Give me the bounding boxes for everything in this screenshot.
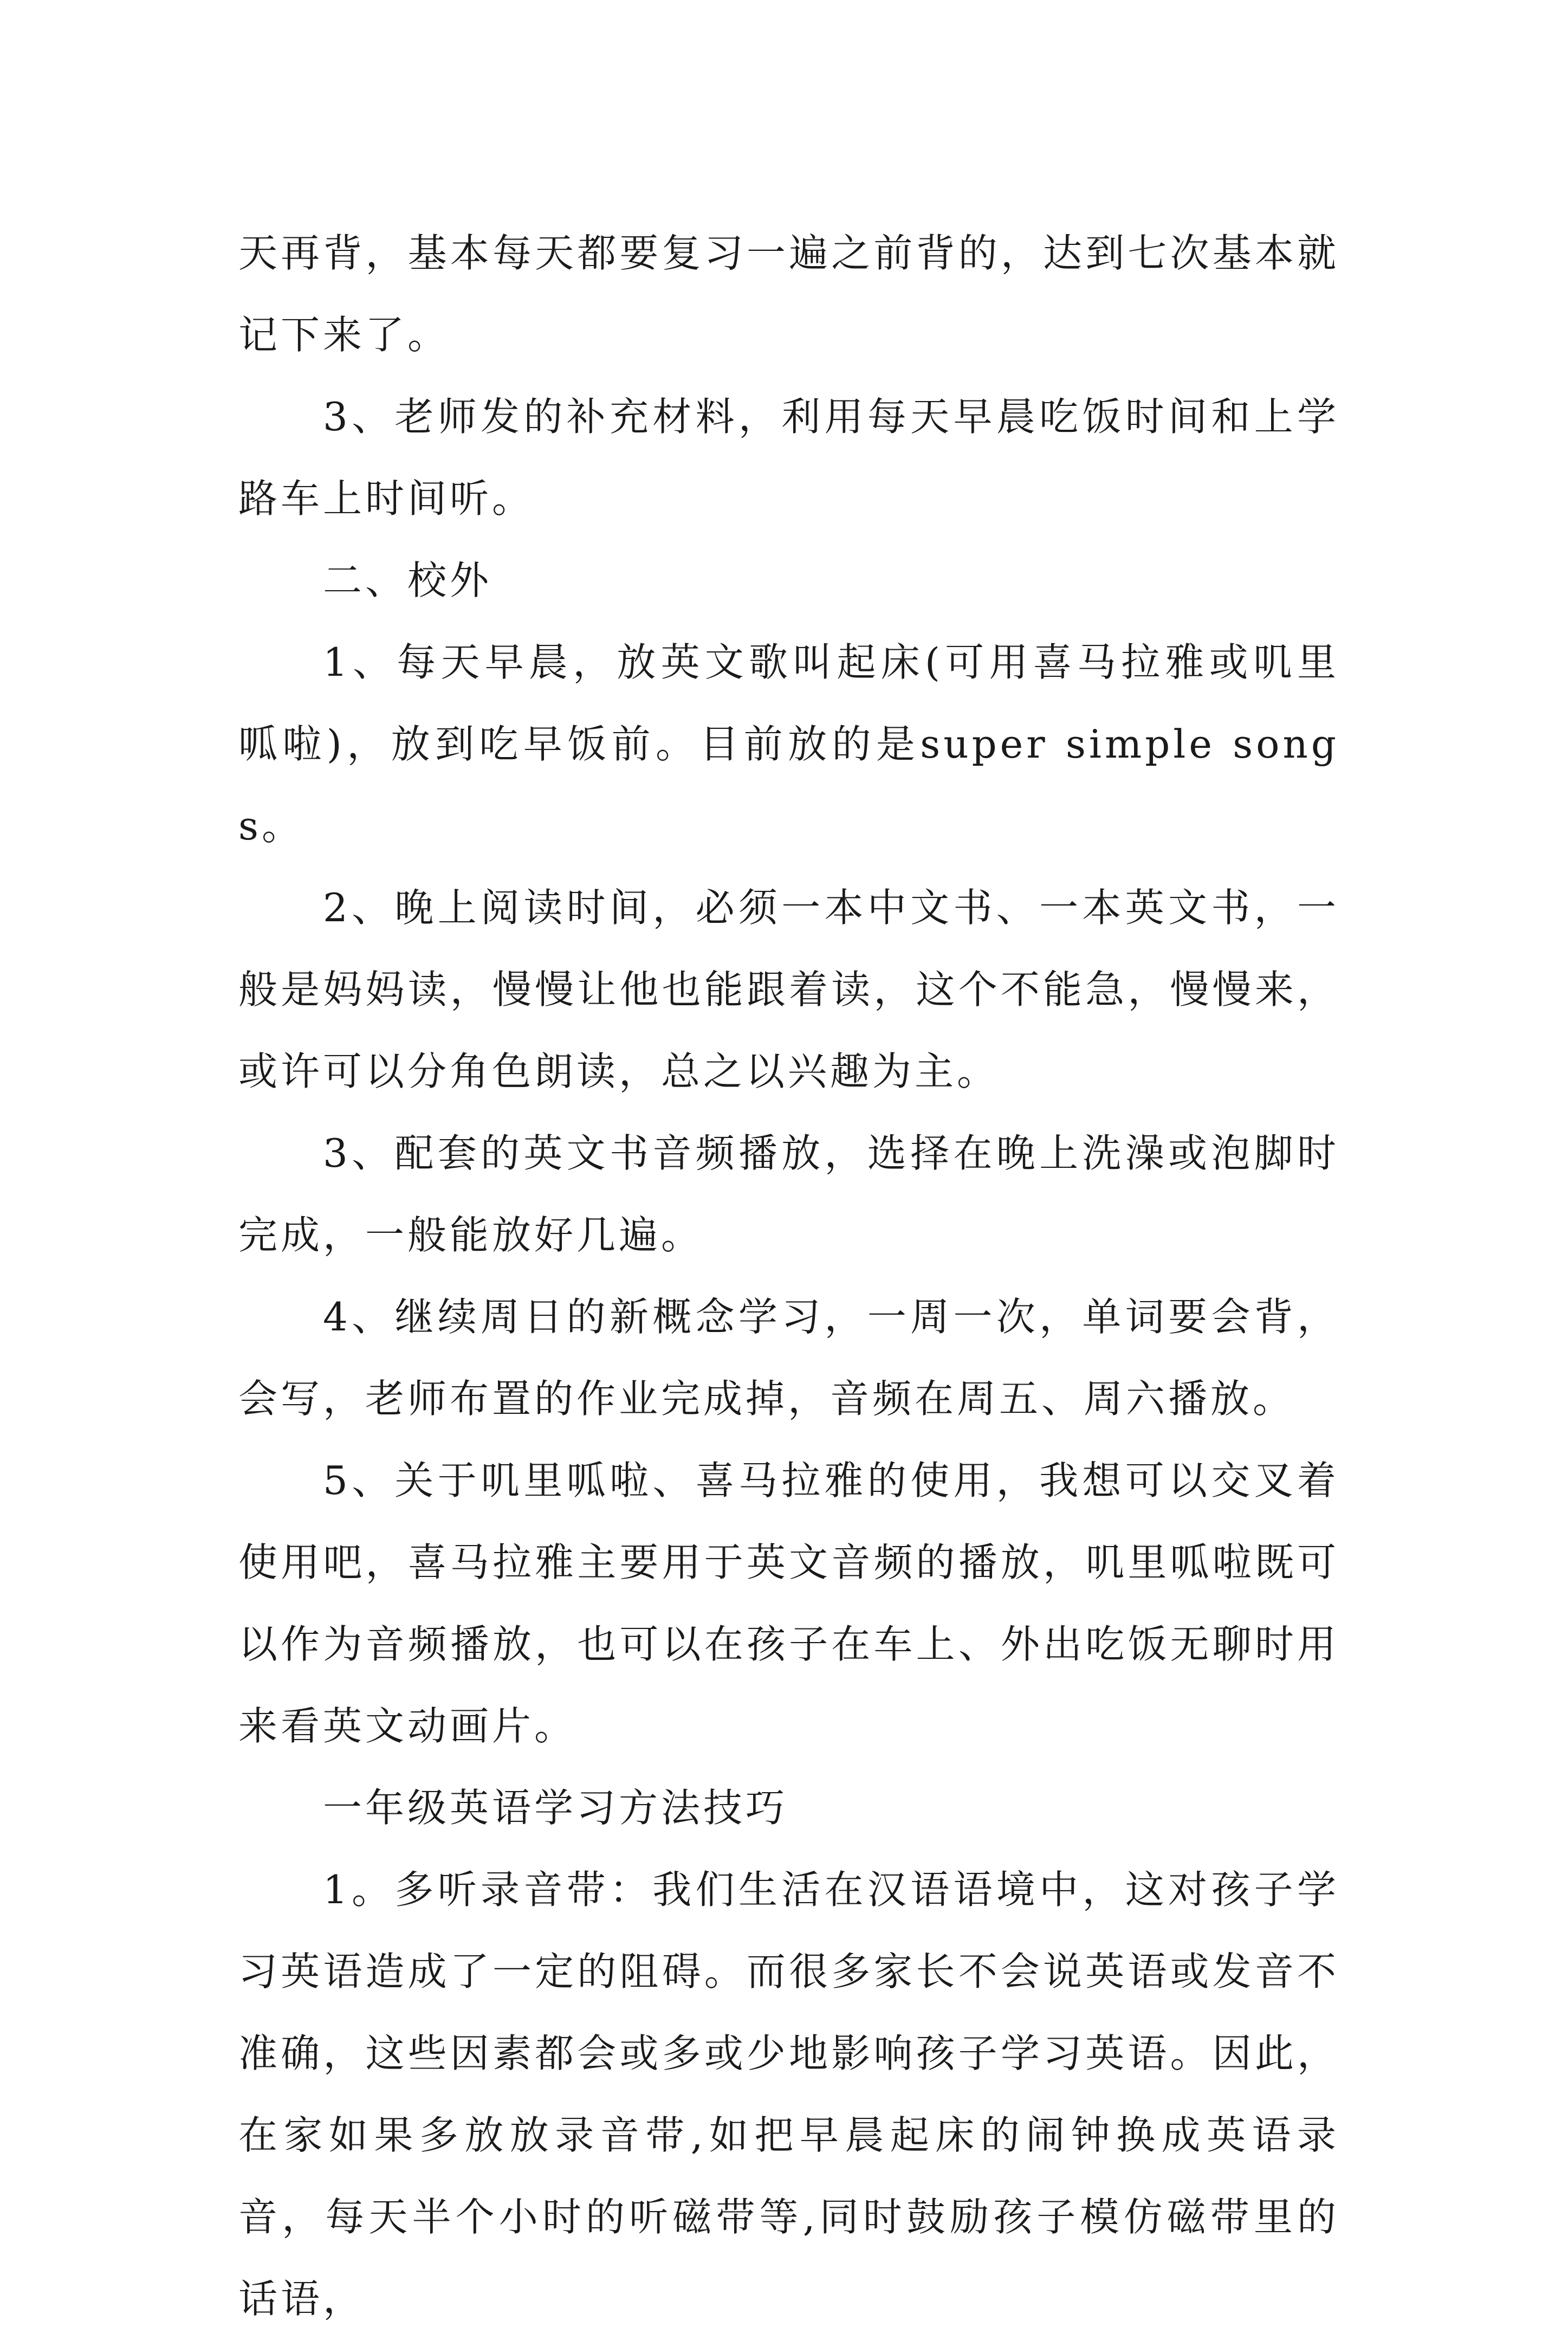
document-body (238, 212, 1339, 2340)
paragraph-outside-item-5: 5、关于叽里呱啦、喜马拉雅的使用，我想可以交叉着使用吧，喜马拉雅主要用于英文音频的播放，叽里呱啦既可以作为音频播放，也可以在孩子在车上、外出吃饭无聊时用来看英文动画片。 (238, 1458, 1339, 1749)
section-heading-methods: 一年级英语学习方法技巧 (323, 1785, 788, 1831)
paragraph-outside-item-1: 1、每天早晨，放英文歌叫起床(可用喜马拉雅或叽里呱啦)，放到吃早饭前。目前放的是super simple songs。 (238, 639, 1339, 849)
paragraph-outside-item-4: 4、继续周日的新概念学习，一周一次，单词要会背，会写，老师布置的作业完成掉，音频在周五、周六播放。 (238, 1294, 1339, 1421)
paragraph-outside-item-2: 2、晚上阅读时间，必须一本中文书、一本英文书，一般是妈妈读，慢慢让他也能跟着读，这个不能急，慢慢来，或许可以分角色朗读，总之以兴趣为主。 (238, 885, 1339, 1094)
paragraph-continuation: 天再背，基本每天都要复习一遍之前背的，达到七次基本就记下来了。 (238, 230, 1339, 358)
section-heading-outside-school: 二、校外 (323, 558, 493, 603)
paragraph-school-item-3: 3、老师发的补充材料，利用每天早晨吃饭时间和上学路车上时间听。 (238, 394, 1339, 521)
paragraph-outside-item-3: 3、配套的英文书音频播放，选择在晚上洗澡或泡脚时完成，一般能放好几遍。 (238, 1130, 1339, 1258)
paragraph-method-1: 1。多听录音带：我们生活在汉语语境中，这对孩子学习英语造成了一定的阻碍。而很多家长不会说英语或发音不准确，这些因素都会或多或少地影响孩子学习英语。因此，在家如果多放放录音带,如把早晨起床的闹钟换成英语录音，每天半个小时的听磁带等,同时鼓励孩子模仿磁带里的话语， (238, 1867, 1339, 2322)
